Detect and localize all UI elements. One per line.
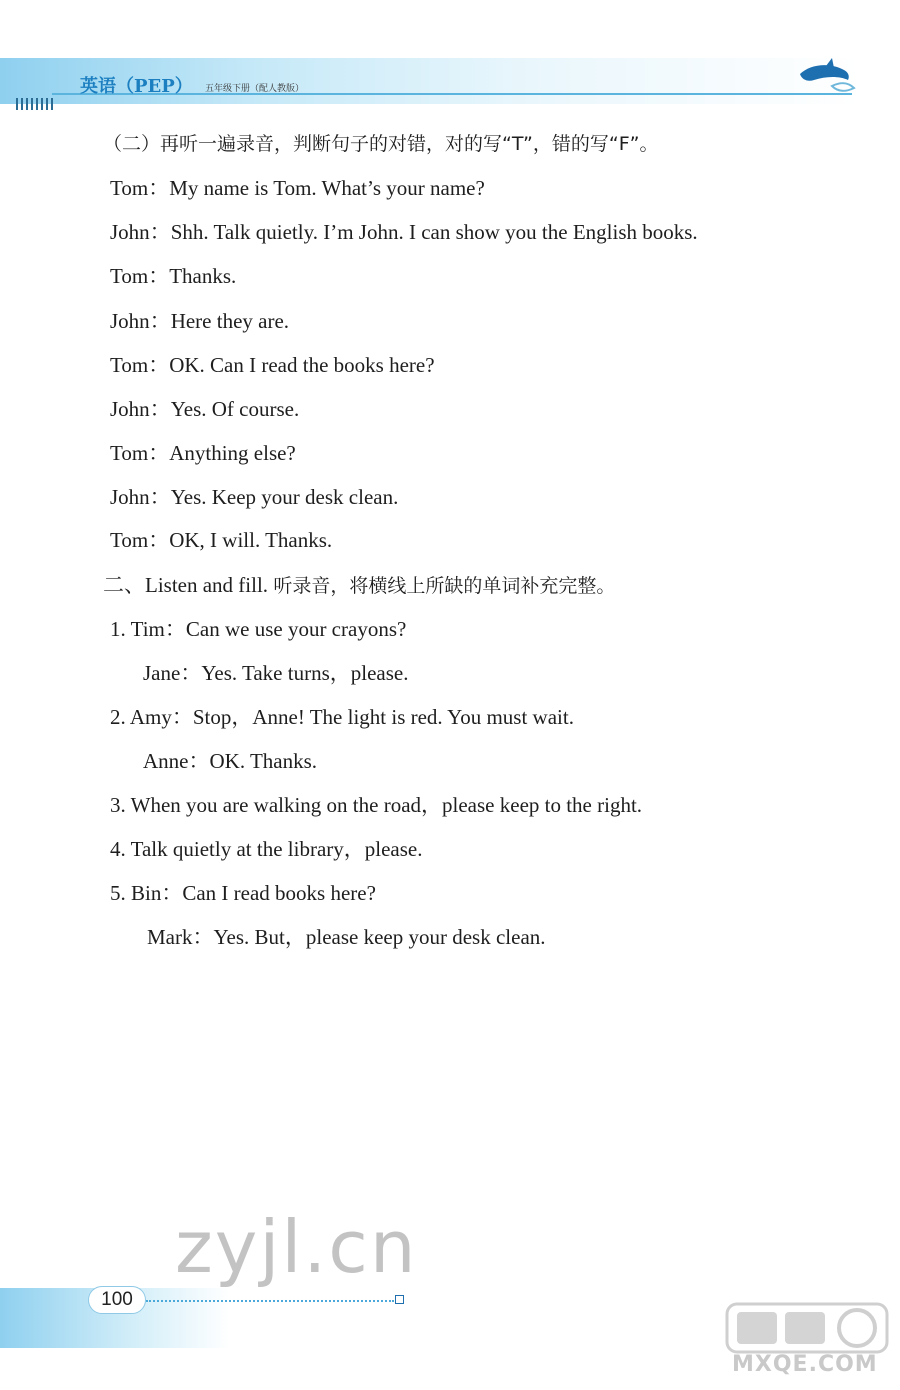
watermark-site: MXQE.COM: [732, 1352, 878, 1377]
footer-dotted-rule: [146, 1300, 394, 1302]
dialogue-line: [110, 487, 398, 508]
item-number: 5.: [110, 881, 126, 905]
dialogue-line: [110, 530, 332, 551]
list-item: [110, 619, 406, 640]
list-item: [110, 707, 574, 728]
speaker-label: Tom：: [110, 441, 170, 465]
watermark-zyjl: zyjl.cn: [175, 1205, 418, 1289]
dialogue-text: Anything else?: [169, 441, 296, 465]
instruction-line: （二）再听一遍录音，判断句子的对错，对的写“T”，错的写“F”。: [103, 133, 659, 155]
dialogue-text: Shh. Talk quietly. I’m John. I can show you the English books.: [170, 220, 698, 244]
dialogue-line: [110, 311, 289, 332]
item-number: 1.: [110, 617, 126, 641]
item-number: 4.: [110, 837, 126, 861]
dialogue-line: [110, 443, 296, 464]
dialogue-line: [110, 222, 698, 243]
item-number: 3.: [110, 793, 126, 817]
speaker-label: Tom：: [110, 264, 170, 288]
section-heading-prefix: 二、Listen and fill.: [103, 573, 269, 597]
dialogue-line: [110, 266, 236, 287]
speaker-label: John：: [110, 220, 171, 244]
dialogue-line: [110, 399, 299, 420]
dialogue-line: [110, 355, 435, 376]
section-heading-cn: 听录音，将横线上所缺的单词补充完整。: [273, 575, 616, 597]
list-item-continuation: Jane：Yes. Take turns，please.: [143, 661, 409, 685]
dolphin-icon: [796, 56, 856, 96]
item-text: Talk quietly at the library，please.: [130, 837, 423, 861]
speaker-label: Tom：: [110, 353, 170, 377]
header-tick-marks: [16, 97, 56, 115]
list-item-continuation: Mark：Yes. But，please keep your desk clean.: [147, 925, 546, 949]
section-heading: [103, 575, 615, 596]
dialogue-text: OK, I will. Thanks.: [169, 528, 333, 552]
item-number: 2.: [110, 705, 126, 729]
item-text: Bin：Can I read books here?: [131, 881, 376, 905]
list-item-continuation: Anne：OK. Thanks.: [143, 749, 318, 773]
header-title: 英语（PEP）: [80, 76, 193, 97]
item-text: When you are walking on the road，please keep to the right.: [130, 793, 643, 817]
item-text: Amy：Stop，Anne! The light is red. You must wait.: [129, 705, 574, 729]
speaker-label: John：: [110, 397, 171, 421]
speaker-label: Tom：: [110, 176, 170, 200]
speaker-label: John：: [110, 309, 171, 333]
dialogue-text: Yes. Of course.: [170, 397, 300, 421]
dialogue-text: My name is Tom. What’s your name?: [169, 176, 485, 200]
speaker-label: Tom：: [110, 528, 170, 552]
page-number: 100: [88, 1286, 146, 1314]
footer-square-icon: [395, 1295, 404, 1304]
watermark-logo-icon: [725, 1300, 895, 1356]
dialogue-text: Here they are.: [170, 309, 290, 333]
list-item: [110, 883, 376, 904]
header-subtitle: 五年级下册（配人教版）: [205, 84, 305, 94]
dialogue-line: [110, 178, 485, 199]
dialogue-text: OK. Can I read the books here?: [169, 353, 435, 377]
item-text: Tim：Can we use your crayons?: [130, 617, 407, 641]
dialogue-text: Yes. Keep your desk clean.: [170, 485, 399, 509]
dialogue-text: Thanks.: [169, 264, 237, 288]
list-item: [110, 839, 422, 860]
list-item: [110, 795, 642, 816]
speaker-label: John：: [110, 485, 171, 509]
